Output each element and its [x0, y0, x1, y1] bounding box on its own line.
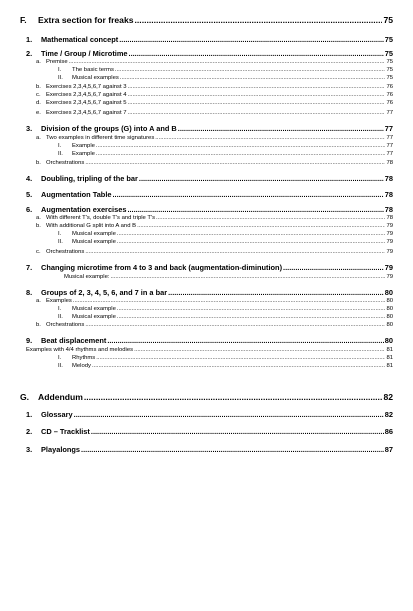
entry-title: Premise [46, 59, 68, 65]
entry-heading [20, 336, 106, 345]
toc-subentry [20, 92, 393, 99]
section-heading [20, 392, 393, 402]
toc-subentry [20, 160, 393, 167]
entry-heading [20, 231, 116, 238]
dot-leader [127, 205, 383, 214]
entry-heading [20, 392, 83, 402]
entry-title: Glossary [41, 410, 73, 419]
page-number: 80 [384, 288, 393, 297]
dot-leader [113, 190, 384, 199]
toc-subentry [20, 298, 393, 305]
entry-heading [20, 205, 126, 214]
entry-title: Example [72, 151, 95, 157]
dot-leader [111, 274, 386, 281]
section-label: G. [20, 392, 30, 402]
toc-entry [20, 49, 393, 58]
entry-title: Orchestrations [46, 160, 85, 166]
entry-heading [20, 347, 133, 354]
dot-leader [74, 410, 384, 419]
entry-heading [20, 363, 91, 370]
dot-leader [85, 160, 385, 167]
entry-title: Example [72, 143, 95, 149]
entry-heading [20, 427, 90, 436]
entry-heading [20, 445, 80, 454]
entry-heading [20, 67, 114, 74]
entry-heading [20, 92, 127, 99]
page-number: 77 [386, 135, 393, 141]
entry-number: 4. [26, 174, 33, 183]
dot-leader [85, 322, 385, 329]
page-number: 78 [386, 160, 393, 166]
page-number: 80 [386, 322, 393, 328]
page-number: 78 [384, 205, 393, 214]
entry-title: Orchestrations [46, 322, 85, 328]
page-number: 82 [384, 410, 393, 419]
entry-number: 3. [26, 124, 33, 133]
page-number: 82 [383, 392, 393, 402]
entry-number: II. [58, 363, 63, 369]
section-heading [20, 15, 393, 25]
entry-title: With additional G split into A and B [46, 223, 137, 229]
toc-entry [20, 288, 393, 297]
toc-note [20, 347, 393, 354]
entry-number: 3. [26, 445, 33, 454]
page-number: 75 [383, 15, 393, 25]
entry-heading [20, 288, 167, 297]
page-number: 87 [384, 445, 393, 454]
dot-leader [117, 314, 386, 321]
dot-leader [137, 223, 385, 230]
entry-title: With different T's, double T's and triple T's [46, 215, 156, 221]
toc-entry [20, 445, 393, 454]
page-number: 76 [386, 84, 393, 90]
entry-number: 7. [26, 263, 33, 272]
entry-title: Exercises 2,3,4,5,6,7 against 3 [46, 84, 127, 90]
page-number: 79 [386, 239, 393, 245]
entry-title: Exercises 2,3,4,5,6,7 against 4 [46, 92, 127, 98]
section-label: F. [20, 15, 27, 25]
toc-note [20, 274, 393, 281]
dot-leader [128, 92, 386, 99]
entry-number: I. [58, 67, 62, 73]
entry-title: Beat displacement [41, 336, 107, 345]
entry-heading [20, 190, 112, 199]
entry-heading [20, 84, 127, 91]
dot-leader [69, 59, 386, 66]
entry-heading [20, 35, 118, 44]
entry-heading [20, 100, 127, 107]
entry-title: Changing microtime from 4 to 3 and back (augmentation-diminution) [41, 263, 283, 272]
page-number: 81 [386, 363, 393, 369]
entry-number: a. [36, 215, 41, 221]
toc-subentry [20, 322, 393, 329]
dot-leader [178, 124, 384, 133]
entry-number: b. [36, 84, 41, 90]
entry-heading [20, 249, 84, 256]
dot-leader [85, 249, 385, 256]
entry-title: Musical example: [64, 274, 110, 280]
entry-title: Time / Group / Microtime [41, 49, 128, 58]
toc-subsubentry [20, 75, 393, 82]
entry-heading [20, 15, 134, 25]
entry-heading [20, 75, 119, 82]
entry-heading [20, 263, 282, 272]
entry-number: b. [36, 160, 41, 166]
entry-number: 5. [26, 190, 33, 199]
section-title: Addendum [38, 392, 83, 402]
dot-leader [73, 298, 386, 305]
entry-number: e. [36, 110, 41, 116]
page-number: 75 [384, 35, 393, 44]
toc-subentry [20, 110, 393, 117]
entry-number: 9. [26, 336, 33, 345]
entry-number: a. [36, 298, 41, 304]
entry-heading [20, 239, 116, 246]
toc-subentry [20, 215, 393, 222]
toc-entry [20, 263, 393, 272]
entry-title: Groups of 2, 3, 4, 5, 6, and 7 in a bar [41, 288, 168, 297]
page-number: 76 [386, 100, 393, 106]
toc-entry [20, 190, 393, 199]
entry-number: II. [58, 151, 63, 157]
entry-number: d. [36, 100, 41, 106]
entry-title: Augmentation exercises [41, 205, 127, 214]
dot-leader [134, 347, 385, 354]
dot-leader [128, 100, 386, 107]
page-number: 77 [384, 124, 393, 133]
page-number: 79 [386, 231, 393, 237]
entry-heading [20, 306, 116, 313]
entry-number: 2. [26, 49, 33, 58]
entry-number: I. [58, 306, 62, 312]
dot-leader [168, 288, 384, 297]
entry-number: II. [58, 314, 63, 320]
entry-number: II. [58, 239, 63, 245]
page-number: 75 [386, 67, 393, 73]
dot-leader [128, 84, 386, 91]
entry-number: 2. [26, 427, 33, 436]
toc-entry [20, 174, 393, 183]
dot-leader [156, 215, 385, 222]
page-number: 86 [384, 427, 393, 436]
page-number: 76 [386, 92, 393, 98]
entry-heading [20, 322, 84, 329]
toc-subentry [20, 100, 393, 107]
dot-leader [92, 363, 385, 370]
entry-heading [20, 124, 177, 133]
entry-number: a. [36, 135, 41, 141]
entry-number: b. [36, 322, 41, 328]
entry-title: Musical example [72, 306, 116, 312]
toc-subsubentry [20, 67, 393, 74]
entry-title: Exercises 2,3,4,5,6,7 against 5 [46, 100, 127, 106]
entry-number: I. [58, 231, 62, 237]
page-number: 81 [386, 355, 393, 361]
toc-entry [20, 427, 393, 436]
page-number: 80 [386, 298, 393, 304]
entry-number: II. [58, 75, 63, 81]
toc-entry [20, 35, 393, 44]
entry-heading [20, 410, 73, 419]
entry-number: c. [36, 249, 41, 255]
entry-heading [20, 174, 138, 183]
entry-number: c. [36, 92, 41, 98]
page-number: 77 [386, 151, 393, 157]
page-number: 78 [384, 190, 393, 199]
entry-heading [20, 215, 155, 222]
entry-number: 1. [26, 410, 33, 419]
page-number: 80 [384, 336, 393, 345]
toc-entry [20, 336, 393, 345]
section-title: Extra section for freaks [38, 15, 134, 25]
entry-title: Rhythms [72, 355, 96, 361]
page-number: 75 [384, 49, 393, 58]
entry-number: 8. [26, 288, 33, 297]
dot-leader [117, 239, 386, 246]
toc-subentry [20, 59, 393, 66]
page-number: 79 [384, 263, 393, 272]
entry-title: Augmentation Table [41, 190, 112, 199]
toc-subsubentry [20, 151, 393, 158]
toc-subsubentry [20, 355, 393, 362]
page-number: 77 [386, 110, 393, 116]
toc-subsubentry [20, 239, 393, 246]
dot-leader [117, 306, 386, 313]
page-number: 79 [386, 249, 393, 255]
toc-subsubentry [20, 306, 393, 313]
entry-title: Examples [46, 298, 72, 304]
dot-leader [135, 15, 383, 25]
entry-title: Exercises 2,3,4,5,6,7 against 7 [46, 110, 127, 116]
entry-title: Orchestrations [46, 249, 85, 255]
entry-title: Musical example [72, 231, 116, 237]
page-number: 77 [386, 143, 393, 149]
entry-title: Playalongs [41, 445, 81, 454]
entry-heading [20, 274, 110, 281]
entry-title: The basic terms [72, 67, 114, 73]
page-number: 81 [386, 347, 393, 353]
dot-leader [283, 263, 384, 272]
entry-number: 1. [26, 35, 33, 44]
entry-heading [20, 135, 154, 142]
entry-heading [20, 110, 127, 117]
entry-title: CD – Tracklist [41, 427, 90, 436]
entry-heading [20, 49, 128, 58]
entry-title: Two examples in different time signatures [46, 135, 155, 141]
entry-heading [20, 143, 95, 150]
entry-heading [20, 151, 95, 158]
entry-number: I. [58, 143, 62, 149]
toc-subentry [20, 135, 393, 142]
dot-leader [96, 355, 385, 362]
toc-subentry [20, 84, 393, 91]
entry-title: Examples with 4/4 rhythms and melodies [26, 347, 134, 353]
entry-number: I. [58, 355, 62, 361]
page-number: 80 [386, 314, 393, 320]
entry-title: Doubling, tripling of the bar [41, 174, 138, 183]
toc-entry [20, 410, 393, 419]
entry-number: b. [36, 223, 41, 229]
dot-leader [119, 35, 384, 44]
page-number: 75 [386, 59, 393, 65]
dot-leader [96, 151, 386, 158]
dot-leader [81, 445, 384, 454]
dot-leader [117, 231, 386, 238]
page-number: 78 [386, 215, 393, 221]
dot-leader [91, 427, 384, 436]
entry-title: Musical example [72, 239, 116, 245]
page-number: 80 [386, 306, 393, 312]
toc-subsubentry [20, 314, 393, 321]
toc-subentry [20, 223, 393, 230]
entry-heading [20, 223, 136, 230]
page-number: 79 [386, 274, 393, 280]
toc-subsubentry [20, 231, 393, 238]
page-number: 75 [386, 75, 393, 81]
dot-leader [155, 135, 385, 142]
dot-leader [96, 143, 386, 150]
entry-title: Mathematical concept [41, 35, 119, 44]
entry-heading [20, 160, 84, 167]
dot-leader [107, 336, 383, 345]
entry-heading [20, 298, 72, 305]
dot-leader [128, 110, 386, 117]
entry-heading [20, 59, 68, 66]
entry-number: a. [36, 59, 41, 65]
page-number: 78 [384, 174, 393, 183]
entry-title: Musical examples [72, 75, 119, 81]
toc-subsubentry [20, 143, 393, 150]
toc-entry [20, 124, 393, 133]
entry-heading [20, 355, 95, 362]
toc-subsubentry [20, 363, 393, 370]
entry-title: Musical example [72, 314, 116, 320]
dot-leader [129, 49, 384, 58]
entry-title: Melody [72, 363, 91, 369]
toc-entry [20, 205, 393, 214]
dot-leader [115, 67, 386, 74]
toc-subentry [20, 249, 393, 256]
dot-leader [139, 174, 384, 183]
entry-heading [20, 314, 116, 321]
entry-number: 6. [26, 205, 33, 214]
dot-leader [120, 75, 386, 82]
dot-leader [84, 392, 383, 402]
page-number: 79 [386, 223, 393, 229]
entry-title: Division of the groups (G) into A and B [41, 124, 177, 133]
